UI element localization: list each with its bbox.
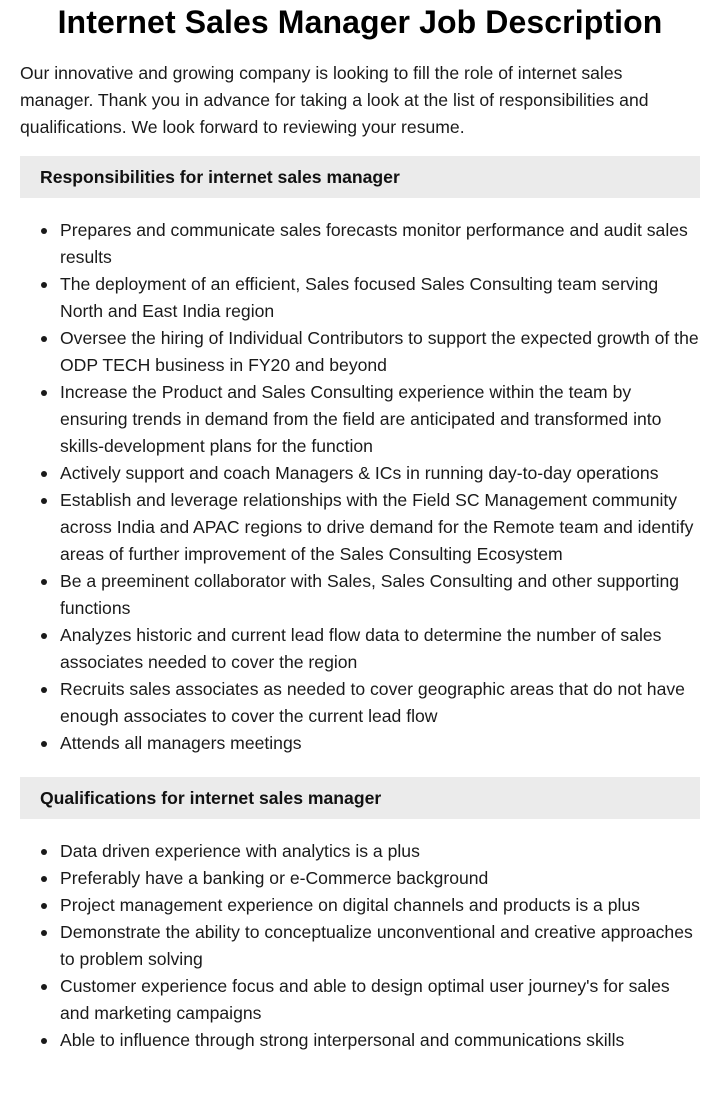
list-item <box>20 865 700 892</box>
list-item-text: Actively support and coach Managers & ICs in running day-to-day operations <box>60 463 659 483</box>
bullet-icon <box>41 282 47 288</box>
intro-paragraph: Our innovative and growing company is looking to fill the role of internet sales manager. Thank you in advance for taking a look at the list of responsibilities and qualifications. We look forward to reviewing your resume. <box>20 63 649 137</box>
list-item <box>20 271 700 325</box>
list-item <box>20 730 700 757</box>
bullet-icon <box>41 741 47 747</box>
list-item <box>20 1027 700 1054</box>
bullet-icon <box>41 903 47 909</box>
list-item <box>20 622 700 676</box>
bullet-icon <box>41 498 47 504</box>
list-item-text: Preferably have a banking or e-Commerce background <box>60 868 489 888</box>
qualifications-heading: Qualifications for internet sales manager <box>20 777 700 819</box>
list-item <box>20 460 700 487</box>
list-item <box>20 568 700 622</box>
bullet-icon <box>41 228 47 234</box>
bullet-icon <box>41 876 47 882</box>
list-item-text: Oversee the hiring of Individual Contributors to support the expected growth of the ODP TECH business in FY20 and beyond <box>60 328 699 375</box>
bullet-icon <box>41 687 47 693</box>
bullet-icon <box>41 390 47 396</box>
page-title: Internet Sales Manager Job Description <box>57 4 663 40</box>
list-item <box>20 325 700 379</box>
bullet-icon <box>41 849 47 855</box>
bullet-icon <box>41 1038 47 1044</box>
list-item <box>20 838 700 865</box>
list-item-text: The deployment of an efficient, Sales focused Sales Consulting team serving North and East India region <box>60 274 659 321</box>
list-item-text: Analyzes historic and current lead flow data to determine the number of sales associates needed to cover the region <box>60 625 662 672</box>
bullet-icon <box>41 336 47 342</box>
list-item <box>20 217 700 271</box>
bullet-icon <box>41 579 47 585</box>
list-item-text: Data driven experience with analytics is a plus <box>60 841 420 861</box>
responsibilities-heading: Responsibilities for internet sales manager <box>20 156 700 198</box>
list-item-text: Able to influence through strong interpersonal and communications skills <box>60 1030 625 1050</box>
responsibilities-list <box>20 217 700 757</box>
list-item <box>20 379 700 460</box>
list-item-text: Be a preeminent collaborator with Sales, Sales Consulting and other supporting functions <box>60 571 680 618</box>
bullet-icon <box>41 984 47 990</box>
qualifications-list <box>20 838 700 1054</box>
list-item-text: Attends all managers meetings <box>60 733 302 753</box>
list-item-text: Customer experience focus and able to design optimal user journey's for sales and marketing campaigns <box>60 976 670 1023</box>
bullet-icon <box>41 930 47 936</box>
list-item <box>20 892 700 919</box>
list-item-text: Establish and leverage relationships with the Field SC Management community across India and APAC regions to drive demand for the Remote team and identify areas of further improvement of the Sales Consulting Ecosystem <box>60 490 694 564</box>
list-item-text: Prepares and communicate sales forecasts monitor performance and audit sales results <box>60 220 688 267</box>
list-item <box>20 973 700 1027</box>
list-item <box>20 676 700 730</box>
bullet-icon <box>41 633 47 639</box>
list-item-text: Demonstrate the ability to conceptualize unconventional and creative approaches to problem solving <box>60 922 693 969</box>
bullet-icon <box>41 471 47 477</box>
list-item-text: Recruits sales associates as needed to cover geographic areas that do not have enough associates to cover the current lead flow <box>60 679 685 726</box>
list-item-text: Increase the Product and Sales Consulting experience within the team by ensuring trends in demand from the field are anticipated and transformed into skills-development plans for the function <box>60 382 662 456</box>
list-item <box>20 919 700 973</box>
list-item <box>20 487 700 568</box>
list-item-text: Project management experience on digital channels and products is a plus <box>60 895 640 915</box>
